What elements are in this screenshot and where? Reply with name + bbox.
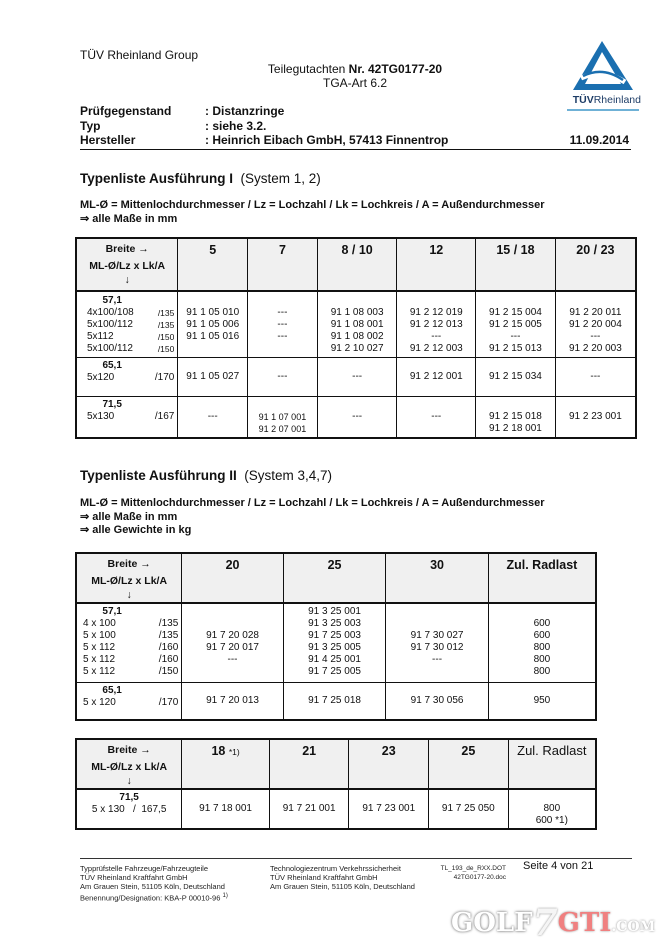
part-cell: 91 7 21 001 (269, 789, 349, 829)
part-cell: 91 1 08 003 91 1 08 001 91 1 08 002 91 2 10 027 (317, 291, 397, 357)
dims-cell (76, 396, 178, 438)
pcd: 5x100/112 (87, 343, 133, 354)
footer-line: Am Grauen Stein, 51105 Köln, Deutschland (270, 882, 415, 891)
pcd: 5x120 (87, 371, 115, 383)
part-cell: --- --- --- (248, 291, 318, 357)
company-name: TÜV Rheinland Group (80, 48, 199, 62)
table-row (76, 682, 596, 720)
table-corner-header (76, 553, 182, 603)
report-title (230, 62, 480, 90)
footer-line: Benennung/Designation: KBA-P 00010-96 (80, 893, 221, 903)
outer-diameter: /135 (157, 308, 175, 318)
column-header: Zul. Radlast (508, 739, 596, 789)
wheel-load-cell: 950 (488, 682, 596, 720)
dims-label: ML-Ø/Lz x Lk/A (89, 260, 166, 272)
table-row (76, 396, 636, 438)
section2-title-text: Typenliste Ausführung II (80, 468, 237, 483)
part-cell: 91 7 20 013 (182, 682, 284, 720)
section2-notes (80, 497, 545, 538)
logo-wordmark (563, 94, 641, 106)
arrow-down-icon: ↓ (126, 589, 132, 601)
section2-subtitle: (System 3,4,7) (244, 468, 333, 483)
part-cell: 91 7 30 056 (386, 682, 489, 720)
breite-label: Breite → (105, 243, 149, 255)
arrow-down-icon: ↓ (124, 274, 130, 286)
header-divider (80, 149, 631, 150)
outer-diameter: /150 (157, 332, 175, 342)
meta-key: Typ (80, 118, 101, 133)
pcd: 4x100/108 (87, 307, 134, 318)
footnote-marker: 1) (222, 893, 228, 899)
part-cell: 91 7 23 001 (349, 789, 429, 829)
part-cell: --- (317, 357, 397, 396)
units-note: ⇒ alle Maße in mm (80, 212, 178, 225)
dims-cell (76, 291, 178, 357)
footer-line: TÜV Rheinland Kraftfahrt GmbH (270, 873, 378, 882)
logo-underline (567, 109, 639, 111)
part-cell: 91 2 15 004 91 2 15 005 --- 91 2 15 013 (476, 291, 556, 357)
part-cell: --- (248, 357, 318, 396)
center-bore: 65,1 (102, 684, 122, 696)
center-bore: 71,5 (102, 398, 122, 410)
arrow-down-icon: ↓ (126, 775, 132, 787)
logo-brand-rest: Rheinland (593, 94, 641, 106)
pcd: 5 x 112 (83, 666, 116, 677)
part-cell: --- (555, 357, 636, 396)
watermark-seven: 7 (532, 902, 558, 944)
part-cell: 91 7 20 028 91 7 20 017 --- (182, 603, 284, 682)
part-cell: --- (397, 396, 476, 438)
abbreviation-legend: ML-Ø = Mittenlochdurchmesser / Lz = Lochzahl / Lk = Lochkreis / A = Außendurchmesser (80, 497, 545, 509)
outer-diameter: /150 (158, 666, 179, 677)
column-header: 20 / 23 (555, 238, 636, 291)
part-cell: 91 2 15 034 (476, 357, 556, 396)
table-corner-header (76, 238, 178, 291)
pcd-line (83, 642, 181, 654)
dims-cell (76, 682, 182, 720)
pcd-line (83, 630, 181, 642)
footer-divider (80, 858, 632, 859)
pcd: 5 x 112 (83, 642, 116, 653)
pcd-line (87, 411, 177, 423)
abbreviation-legend: ML-Ø = Mittenlochdurchmesser / Lz = Lochzahl / Lk = Lochkreis / A = Außendurchmesser (80, 199, 545, 211)
column-header: 15 / 18 (476, 238, 556, 291)
footer-line: TÜV Rheinland Kraftfahrt GmbH (80, 873, 188, 882)
breite-label: Breite → (107, 558, 151, 570)
pcd-line (87, 331, 177, 343)
outer-diameter: /170 (154, 371, 175, 383)
column-header: 25 (429, 739, 509, 789)
table-row (76, 789, 596, 829)
section1-title (80, 171, 321, 186)
meta-key: Hersteller (80, 133, 136, 147)
part-cell: 91 7 25 050 (429, 789, 509, 829)
meta-key: Prüfgegenstand (80, 104, 172, 118)
footer-line: Technologiezentrum Verkehrssicherheit (270, 864, 401, 873)
table-row (76, 603, 596, 682)
watermark-golf: GOLF (451, 908, 533, 938)
center-bore: 57,1 (102, 295, 122, 306)
pcd-line (83, 666, 181, 678)
type-table-3 (75, 738, 597, 830)
outer-diameter: /135 (158, 630, 179, 641)
section1-subtitle: (System 1, 2) (240, 171, 321, 186)
table-corner-header (76, 739, 182, 789)
column-header: 23 (349, 739, 429, 789)
meta-block (80, 104, 448, 148)
column-header: 21 (269, 739, 349, 789)
section1-notes (80, 199, 545, 226)
column-header: 8 / 10 (317, 238, 397, 291)
footer-middle (270, 864, 415, 891)
breite-label: Breite → (107, 744, 151, 756)
type-table-1 (75, 237, 637, 439)
center-bore: 57,1 (102, 606, 122, 617)
footer-doc (438, 864, 506, 882)
center-bore: 65,1 (102, 359, 122, 371)
part-cell: 91 2 12 001 (397, 357, 476, 396)
dims-cell (76, 603, 182, 682)
table-row (76, 357, 636, 396)
weights-note: ⇒ alle Gewichte in kg (80, 524, 192, 536)
column-header: 25 (283, 553, 386, 603)
report-subtitle: TGA-Art 6.2 (322, 76, 387, 90)
pcd: 4 x 100 (83, 618, 116, 629)
column-header: 12 (397, 238, 476, 291)
table-row (76, 291, 636, 357)
pcd: 5x130 (87, 410, 115, 422)
column-header: Zul. Radlast (488, 553, 596, 603)
part-cell: 91 3 25 001 91 3 25 003 91 7 25 003 91 3 25 005 91 4 25 001 91 7 25 005 (283, 603, 386, 682)
part-cell: 91 1 05 027 (178, 357, 248, 396)
pcd-line (87, 372, 177, 384)
meta-row-type (80, 119, 448, 134)
section1-title-text: Typenliste Ausführung I (80, 171, 234, 186)
part-cell: --- (317, 396, 397, 438)
outer-diameter: /160 (158, 642, 179, 653)
dims-cell (76, 357, 178, 396)
part-cell: 91 2 20 011 91 2 20 004 --- 91 2 20 003 (555, 291, 636, 357)
pcd: 5x112 (87, 331, 114, 342)
units-note: ⇒ alle Maße in mm (80, 510, 178, 523)
pcd: 5 x 112 (83, 654, 116, 665)
template-name: TL_193_de_RXX.DOT (440, 865, 506, 872)
watermark-com: .COM (611, 919, 656, 935)
wheel-load-cell: 600 600 800 800 800 (488, 603, 596, 682)
part-cell: 91 7 30 027 91 7 30 012 --- (386, 603, 489, 682)
column-header: 5 (178, 238, 248, 291)
watermark-gti: GTI (557, 908, 612, 938)
pcd-line (83, 618, 181, 630)
dims-label: ML-Ø/Lz x Lk/A (91, 761, 168, 773)
outer-diameter: /135 (158, 618, 179, 629)
pcd-line (83, 697, 181, 709)
part-cell: 91 1 07 001 91 2 07 001 (248, 396, 318, 438)
outer-diameter: /167 (154, 410, 175, 422)
column-label: 18 (211, 744, 226, 758)
pcd-line (87, 343, 177, 355)
part-cell: --- (178, 396, 248, 438)
part-cell: 91 2 23 001 (555, 396, 636, 438)
tuv-logo (563, 38, 641, 116)
tuv-triangle-icon (563, 38, 641, 94)
outer-diameter: /160 (158, 654, 179, 665)
meta-value: : siehe 3.2. (205, 118, 267, 133)
meta-value: : Distanzringe (205, 104, 285, 118)
meta-row-manufacturer (80, 133, 448, 148)
column-header: 30 (386, 553, 489, 603)
pcd-line (87, 319, 177, 331)
golf7gti-watermark (451, 898, 661, 944)
part-cell: 91 7 25 018 (283, 682, 386, 720)
pcd-line (83, 654, 181, 666)
part-cell: 91 2 12 019 91 2 12 013 --- 91 2 12 003 (397, 291, 476, 357)
type-table-2 (75, 552, 597, 721)
wheel-load-cell: 800 600 *1) (508, 789, 596, 829)
pcd: 5x100/112 (87, 319, 133, 330)
pcd: 5 x 120 (83, 696, 116, 708)
column-header: 7 (248, 238, 318, 291)
meta-row-subject (80, 104, 448, 119)
part-cell: 91 1 05 010 91 1 05 006 91 1 05 016 (178, 291, 248, 357)
title-prefix: Teilegutachten (267, 62, 349, 76)
outer-diameter: /170 (158, 696, 179, 708)
page-number: Seite 4 von 21 (523, 860, 594, 872)
logo-brand-bold: TÜV (572, 94, 594, 106)
pcd-line (87, 307, 177, 319)
outer-diameter: /150 (157, 344, 175, 354)
footnote-marker: *1) (228, 747, 240, 757)
document-name: 42TG0177-20.doc (453, 874, 506, 881)
footer-left (80, 864, 228, 903)
column-header: 20 (182, 553, 284, 603)
pcd: 5 x 130 / 167,5 (91, 804, 167, 815)
center-bore: 71,5 (119, 792, 139, 803)
report-date: 11.09.2014 (569, 133, 629, 147)
title-number: Nr. 42TG0177-20 (348, 62, 443, 76)
part-cell: 91 7 18 001 (182, 789, 270, 829)
meta-value: : Heinrich Eibach GmbH, 57413 Finnentrop (205, 133, 449, 147)
dims-cell (76, 789, 182, 829)
footer-line: Typprüfstelle Fahrzeuge/Fahrzeugteile (80, 864, 208, 873)
outer-diameter: /135 (157, 320, 175, 330)
pcd: 5 x 100 (83, 630, 116, 641)
dims-label: ML-Ø/Lz x Lk/A (91, 575, 168, 587)
part-cell: 91 2 15 018 91 2 18 001 (476, 396, 556, 438)
footer-line: Am Grauen Stein, 51105 Köln, Deutschland (80, 882, 225, 891)
column-header (182, 739, 270, 789)
section2-title (80, 468, 332, 483)
